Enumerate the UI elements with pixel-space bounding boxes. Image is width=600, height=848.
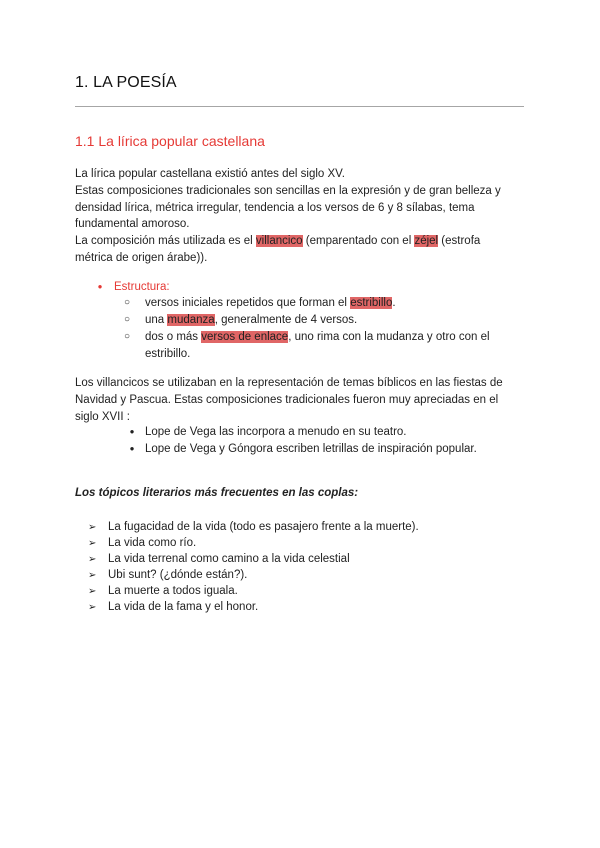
text-segment: dos o más [145, 331, 202, 343]
text-segment: , uno rima con la mudanza y otro con el estribillo. [145, 331, 490, 360]
highlight-versos-de-enlace: versos de enlace [201, 331, 289, 343]
list-item [88, 599, 258, 617]
bullet-icon: ● [129, 444, 135, 453]
villancicos-paragraph [75, 375, 535, 425]
estructura-bullet [90, 279, 170, 296]
intro-paragraph [75, 166, 535, 267]
text-segment: (estrofa [438, 235, 481, 248]
topicos-heading: Los tópicos literarios más frecuentes en las coplas: [75, 487, 359, 499]
intro-line: métrica de origen árabe)). [75, 251, 208, 264]
bullet-icon: ● [129, 427, 135, 436]
circle-bullet-icon: ○ [123, 314, 131, 325]
text-segment: (emparentado con el [302, 235, 415, 248]
horizontal-rule [75, 106, 524, 107]
text-segment: versos iniciales repetidos que forman el [145, 297, 351, 309]
text-segment: , generalmente de 4 versos. [214, 314, 358, 326]
highlight-mudanza: mudanza [167, 314, 215, 326]
highlight-zejel: zéjel [414, 235, 439, 248]
intro-line: fundamental amoroso. [75, 218, 190, 231]
paragraph-line: Navidad y Pascua. Estas composiciones tradicionales fueron muy apreciadas en el [75, 393, 499, 406]
list-item-text: Lope de Vega y Góngora escriben letrillas de inspiración popular. [145, 443, 477, 455]
arrow-bullet-icon: ➢ [88, 602, 97, 613]
text-segment: una [145, 314, 168, 326]
list-item-text: La vida de la fama y el honor. [108, 601, 259, 613]
intro-line: Estas composiciones tradicionales son sencillas en la expresión y de gran belleza y [75, 184, 501, 197]
circle-bullet-icon: ○ [123, 331, 131, 342]
list-item-text: La fugacidad de la vida (todo es pasajero frente a la muerte). [108, 521, 419, 533]
arrow-bullet-icon: ➢ [88, 570, 97, 581]
list-item-text: Ubi sunt? (¿dónde están?). [108, 569, 248, 581]
list-item [120, 295, 540, 312]
highlight-estribillo: estribillo [350, 297, 393, 309]
list-item-text: La muerte a todos iguala. [108, 585, 238, 597]
list-item [125, 424, 407, 441]
section-heading: 1.1 La lírica popular castellana [75, 133, 265, 149]
text-segment: La composición más utilizada es el [75, 235, 256, 248]
estructura-label: Estructura: [114, 281, 170, 293]
paragraph-line: Los villancicos se utilizaban en la representación de temas bíblicos en las fiestas de [75, 377, 503, 389]
text-segment: . [392, 297, 396, 309]
arrow-bullet-icon: ➢ [88, 586, 97, 597]
paragraph-line: siglo XVII : [75, 410, 130, 423]
list-item [120, 329, 520, 363]
arrow-bullet-icon: ➢ [88, 554, 97, 565]
list-item [125, 441, 477, 458]
intro-line [75, 233, 535, 250]
intro-line: La lírica popular castellana existió antes del siglo XV. [75, 168, 345, 180]
list-item-text: Lope de Vega las incorpora a menudo en su teatro. [145, 426, 407, 438]
page-title: 1. LA POESÍA [75, 74, 177, 91]
list-item [120, 312, 540, 329]
list-item-text: La vida como río. [108, 537, 197, 549]
highlight-villancico: villancico [255, 235, 303, 248]
circle-bullet-icon: ○ [123, 297, 131, 308]
arrow-bullet-icon: ➢ [88, 522, 97, 533]
bullet-icon: ● [97, 282, 103, 291]
arrow-bullet-icon: ➢ [88, 538, 97, 549]
intro-line: densidad lírica, métrica irregular, tendencia a los versos de 6 y 8 sílabas, tema [75, 201, 475, 214]
list-item-text: La vida terrenal como camino a la vida celestial [108, 553, 350, 565]
